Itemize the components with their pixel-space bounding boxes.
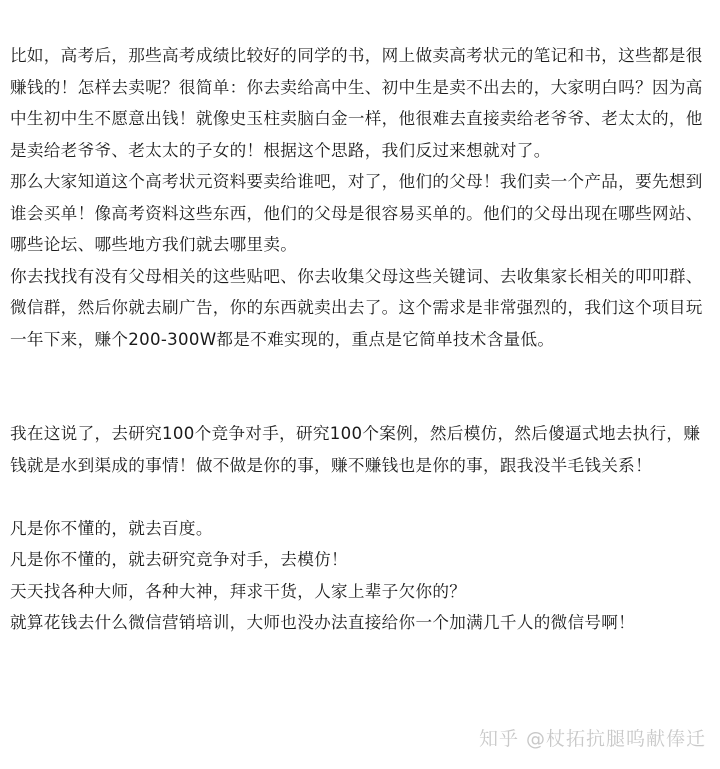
paragraph-gap [10,481,712,513]
line-masters: 天天找各种大师，各种大神，拜求干货，人家上辈子欠你的？ [10,581,467,601]
paragraph-study-competitors: 我在这说了，去研究100个竞争对手，研究100个案例，然后模仿，然后傻逼式地去执行，赚钱就是水到渠成的事情！做不做是你的事，赚不赚钱也是你的事，跟我没半毛钱关系！ [10,424,701,475]
paragraph-gaokao-books: 比如，高考后，那些高考成绩比较好的同学的书，网上做卖高考状元的笔记和书，这些都是很赚钱的！怎样去卖呢？很简单：你去卖给高中生、初中生是卖不出去的，大家明白吗？因为高中生初中生不愿意出钱！就像史玉柱卖脑白金一样，他很难去直接卖给老爷爷、老太太的，他是卖给老爷爷、老太太的子女的！根据这个思路，我们反过来想就对了。 [10,46,703,160]
zhihu-watermark: 知乎 @杖拓抗腿呜献俸迁 [478,728,706,750]
paragraph-gap [10,355,712,418]
line-baidu: 凡是你不懂的，就去百度。 [10,518,213,538]
line-imitate: 凡是你不懂的，就去研究竞争对手，去模仿！ [10,550,348,569]
line-training: 就算花钱去什么微信营销培训，大师也没办法直接给你一个加满几千人的微信号啊！ [10,613,636,632]
article-body [10,40,712,639]
paragraph-parent-groups: 你去找找有没有父母相关的这些贴吧、你去收集父母这些关键词、去收集家长相关的叩叩群、微信群，然后你就去刷广告，你的东西就卖出去了。这个需求是非常强烈的，我们这个项目玩一年下来，赚个200-300W都是不难实现的，重点是它简单技术含量低。 [10,266,703,349]
paragraph-sell-to-parents: 那么大家知道这个高考状元资料要卖给谁吧，对了，他们的父母！我们卖一个产品，要先想到谁会买单！像高考资料这些东西，他们的父母是很容易买单的。他们的父母出现在哪些网站、哪些论坛、哪些地方我们就去哪里卖。 [10,172,703,254]
